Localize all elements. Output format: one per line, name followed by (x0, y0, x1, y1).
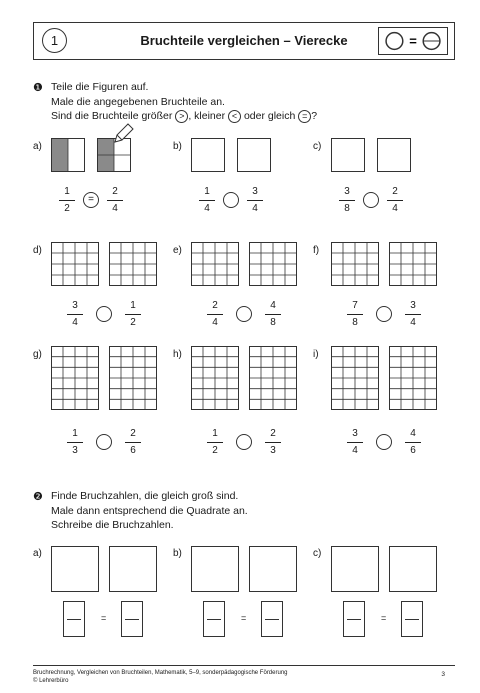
empty-square[interactable] (109, 546, 157, 592)
fraction-numerator: 4 (410, 428, 416, 439)
empty-square[interactable] (377, 138, 411, 172)
footer-copyright: © Lehrerbüro (33, 678, 69, 684)
square-grid-4x6[interactable] (389, 346, 437, 410)
fraction-bar-line (67, 619, 81, 620)
fraction-numerator: 3 (72, 300, 78, 311)
exercise-label: b) (173, 548, 182, 559)
fraction-answer-box[interactable] (203, 601, 225, 637)
empty-square[interactable] (191, 138, 225, 172)
square-halves[interactable] (51, 138, 85, 172)
fraction (59, 186, 75, 215)
fraction-denominator: 4 (252, 203, 258, 214)
fraction-answer-box[interactable] (121, 601, 143, 637)
fraction-bar (405, 314, 421, 315)
fraction-answer-box[interactable] (261, 601, 283, 637)
fraction-bar-line (265, 619, 279, 620)
fraction-numerator: 1 (72, 428, 78, 439)
equals-sign: = (381, 613, 387, 623)
fraction (107, 186, 123, 215)
empty-square[interactable] (389, 546, 437, 592)
fraction-numerator: 1 (130, 300, 136, 311)
fraction (339, 186, 355, 215)
task2-instructions (51, 489, 248, 533)
fraction-denominator: 4 (352, 445, 358, 456)
fraction (207, 300, 223, 329)
empty-square[interactable] (331, 138, 365, 172)
fraction (67, 428, 83, 457)
comparison-circle[interactable] (96, 434, 112, 450)
exercise-label: c) (313, 141, 322, 152)
comparison-circle[interactable] (236, 434, 252, 450)
fraction-denominator: 8 (270, 317, 276, 328)
fraction-denominator: 6 (130, 445, 136, 456)
comparison-circle[interactable] (96, 306, 112, 322)
worksheet-number: 1 (42, 28, 67, 53)
fraction-numerator: 3 (344, 186, 350, 197)
fraction-denominator: 2 (212, 445, 218, 456)
comparison-circle[interactable] (376, 306, 392, 322)
equal-symbol: = (298, 110, 311, 123)
fraction-bar (107, 200, 123, 201)
fraction-bar (347, 442, 363, 443)
fraction-denominator: 6 (410, 445, 416, 456)
empty-square[interactable] (237, 138, 271, 172)
fraction-bar (67, 442, 83, 443)
square-grid-4x6[interactable] (191, 346, 239, 410)
fraction-numerator: 4 (270, 300, 276, 311)
comparison-circle[interactable] (376, 434, 392, 450)
fraction-numerator: 3 (352, 428, 358, 439)
task2-line1: Finde Bruchzahlen, die gleich groß sind. (51, 490, 239, 502)
page-title: Bruchteile vergleichen – Vierecke (140, 33, 348, 48)
exercise-label: a) (33, 141, 42, 152)
exercise-label: f) (313, 245, 320, 256)
worksheet-header (33, 22, 455, 60)
less-symbol: < (228, 110, 241, 123)
square-grid-4x4[interactable] (109, 242, 157, 286)
fraction-numerator: 2 (130, 428, 136, 439)
comparison-circle[interactable] (363, 192, 379, 208)
square-grid-4x6[interactable] (109, 346, 157, 410)
comparison-circle[interactable]: = (83, 192, 99, 208)
square-grid-4x4[interactable] (191, 242, 239, 286)
fraction-bar (207, 314, 223, 315)
fraction-numerator: 1 (64, 186, 70, 197)
fraction-denominator: 4 (392, 203, 398, 214)
empty-square[interactable] (191, 546, 239, 592)
fraction (125, 428, 141, 457)
fraction-bar (67, 314, 83, 315)
empty-square[interactable] (331, 546, 379, 592)
fraction-numerator: 7 (352, 300, 358, 311)
fraction (207, 428, 223, 457)
task1-line3: Sind die Bruchteile größer > , kleiner < oder gleich = ? (51, 110, 318, 122)
fraction-numerator: 2 (112, 186, 118, 197)
task2-bullet: ❷ (33, 491, 43, 503)
svg-text:=: = (409, 33, 417, 49)
fraction-bar-line (405, 619, 419, 620)
square-grid-4x4[interactable] (51, 242, 99, 286)
fraction-bar (199, 200, 215, 201)
fraction-bar (265, 442, 281, 443)
fraction-denominator: 3 (270, 445, 276, 456)
fraction-denominator: 8 (352, 317, 358, 328)
fraction (347, 300, 363, 329)
fraction (405, 300, 421, 329)
fraction-bar (339, 200, 355, 201)
pencil-icon (113, 122, 135, 144)
greater-symbol: > (175, 110, 188, 123)
exercise-label: e) (173, 245, 182, 256)
fraction-bar-line (125, 619, 139, 620)
fraction-numerator: 2 (270, 428, 276, 439)
fraction-numerator: 3 (410, 300, 416, 311)
fraction (405, 428, 421, 457)
square-grid-4x4[interactable] (331, 242, 379, 286)
fraction-answer-box[interactable] (63, 601, 85, 637)
exercise-label: b) (173, 141, 182, 152)
fraction (265, 300, 281, 329)
footer-divider (33, 665, 455, 666)
task2-line2: Male dann entsprechend die Quadrate an. (51, 504, 248, 517)
fraction-bar (59, 200, 75, 201)
fraction-denominator: 4 (112, 203, 118, 214)
square-grid-4x6[interactable] (331, 346, 379, 410)
exercise-label: g) (33, 349, 42, 360)
fraction-denominator: 2 (64, 203, 70, 214)
task1-bullet: ❶ (33, 82, 43, 94)
fraction-bar (347, 314, 363, 315)
fraction-bar-line (207, 619, 221, 620)
fraction (347, 428, 363, 457)
footer (33, 669, 288, 685)
fraction-denominator: 2 (130, 317, 136, 328)
fraction-denominator: 4 (72, 317, 78, 328)
exercise-label: c) (313, 548, 322, 559)
square-grid-4x4[interactable] (389, 242, 437, 286)
fraction-denominator: 4 (212, 317, 218, 328)
empty-square[interactable] (249, 546, 297, 592)
fraction-bar (247, 200, 263, 201)
page-number: 3 (441, 671, 445, 678)
fraction-bar-line (347, 619, 361, 620)
fraction (125, 300, 141, 329)
fraction-bar (207, 442, 223, 443)
fraction-denominator: 4 (410, 317, 416, 328)
fraction (265, 428, 281, 457)
fraction-numerator: 2 (392, 186, 398, 197)
fraction-bar (125, 314, 141, 315)
task1-line2: Male die angegebenen Bruchteile an. (51, 95, 225, 108)
fraction-bar (265, 314, 281, 315)
fraction-denominator: 3 (72, 445, 78, 456)
fraction-bar (387, 200, 403, 201)
task2-line3: Schreibe die Bruchzahlen. (51, 519, 174, 531)
task1-instructions (51, 80, 317, 124)
comparison-circle[interactable] (223, 192, 239, 208)
fraction (199, 186, 215, 215)
square-grid-4x4[interactable] (249, 242, 297, 286)
equals-sign: = (241, 613, 247, 623)
shaded-part (51, 138, 68, 172)
fraction-denominator: 8 (344, 203, 350, 214)
task1-line1: Teile die Figuren auf. (51, 81, 149, 93)
fraction-numerator: 1 (212, 428, 218, 439)
empty-square[interactable] (51, 546, 99, 592)
fraction-denominator: 4 (204, 203, 210, 214)
fraction-answer-box[interactable] (401, 601, 423, 637)
fraction-numerator: 2 (212, 300, 218, 311)
fraction-numerator: 1 (204, 186, 210, 197)
equals-sign: = (101, 613, 107, 623)
exercise-label: i) (313, 349, 319, 360)
fraction-bar (125, 442, 141, 443)
fraction (387, 186, 403, 215)
exercise-label: a) (33, 548, 42, 559)
exercise-label: h) (173, 349, 182, 360)
fraction-answer-box[interactable] (343, 601, 365, 637)
square-grid-4x6[interactable] (249, 346, 297, 410)
fraction-numerator: 3 (252, 186, 258, 197)
square-grid-4x6[interactable] (51, 346, 99, 410)
exercise-label: d) (33, 245, 42, 256)
fraction (67, 300, 83, 329)
footer-source: Bruchrechnung, Vergleichen von Bruchteilen, Mathematik, 5–9, sonderpädagogische Förderung (33, 670, 288, 676)
equal-circles-logo (378, 27, 448, 55)
fraction (247, 186, 263, 215)
fraction-bar (405, 442, 421, 443)
comparison-circle[interactable] (236, 306, 252, 322)
